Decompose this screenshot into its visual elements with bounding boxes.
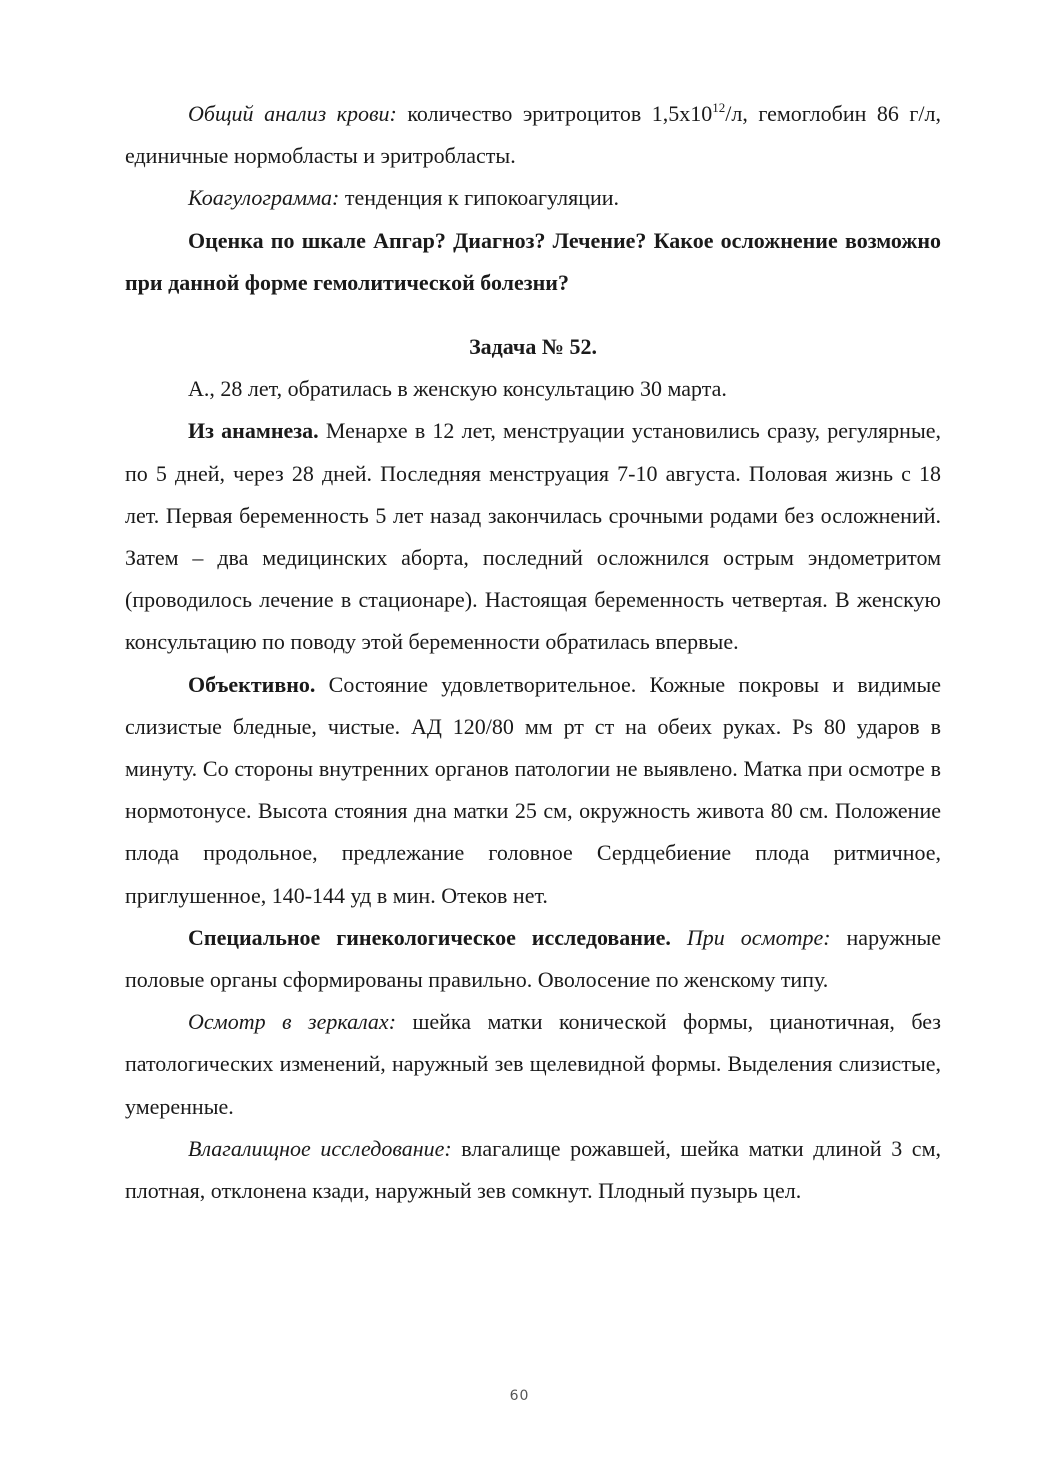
vaginal-exam-paragraph (125, 1128, 941, 1212)
anamnesis-paragraph (125, 410, 941, 663)
anamnesis-label: Из анамнеза. (188, 418, 319, 444)
objective-text: Состояние удовлетворительное. Кожные покровы и видимые слизистые бледные, чистые. АД 120/80 мм рт ст на обеих руках. Ps 80 ударов в минуту. Со стороны внутренних органов патологии не выявлено. Матка при осмотре в нормотонусе. Высота стояния дна матки 25 см, окружность живота 80 см. Положение плода продольное, предлежание головное Сердцебиение плода ритмичное, приглушенное, 140-144 уд в мин. Отеков нет. (125, 671, 941, 908)
page-number: 60 (509, 1388, 530, 1404)
gyn-exam-label: Специальное гинекологическое исследование. (188, 924, 671, 950)
blood-test-paragraph (125, 93, 941, 177)
gyn-exam-text: наружные половые органы сформированы правильно. Оволосение по женскому типу. (125, 924, 942, 993)
gyn-exam-sub-label: При осмотре: (686, 924, 831, 950)
vaginal-exam-label: Влагалищное исследование: (188, 1135, 452, 1161)
intro-paragraph: А., 28 лет, обратилась в женскую консультацию 30 марта. (188, 376, 727, 402)
coagulogram-paragraph (125, 177, 941, 219)
anamnesis-text: Менархе в 12 лет, менструации установились сразу, регулярные, по 5 дней, через 28 дней. Последняя менструация 7-10 августа. Половая жизнь с 18 лет. Первая беременность 5 лет назад закончилась срочными родами без осложнений. Затем – два медицинских аборта, последний осложнился острым эндометритом (проводилось лечение в стационаре). Настоящая беременность четвертая. В женскую консультацию по поводу этой беременности обратилась впервые. (125, 418, 941, 655)
page-content (125, 93, 941, 1212)
coagulogram-label: Коагулограмма: (188, 185, 340, 211)
objective-label: Объективно. (188, 671, 316, 697)
speculum-exam-text: шейка матки конической формы, цианотичная, без патологических изменений, наружный зев щелевидной формы. Выделения слизистые, умеренные. (125, 1009, 941, 1119)
speculum-exam-paragraph (125, 1001, 941, 1128)
blood-test-text: количество эритроцитов 1,5х10 (396, 101, 713, 126)
objective-paragraph (125, 664, 941, 917)
speculum-exam-label: Осмотр в зеркалах: (188, 1009, 397, 1035)
vaginal-exam-text: влагалище рожавшей, шейка матки длиной 3 см, плотная, отклонена кзади, наружный зев сомкнут. Плодный пузырь цел. (125, 1135, 941, 1204)
gyn-exam-paragraph (125, 917, 941, 1001)
blood-test-label: Общий анализ крови: (188, 101, 397, 126)
coagulogram-text: тенденция к гипокоагуляции. (339, 185, 620, 211)
task-title: Задача № 52. (469, 334, 597, 360)
questions-paragraph: Оценка по шкале Апгар? Диагноз? Лечение? Какое осложнение возможно при данной форме гемолитической болезни? (125, 227, 941, 295)
blood-test-exponent: 12 (712, 100, 726, 115)
blood-test-text-end: /л, гемоглобин 86 г/л, единичные нормобласты и эритробласты. (125, 101, 941, 169)
